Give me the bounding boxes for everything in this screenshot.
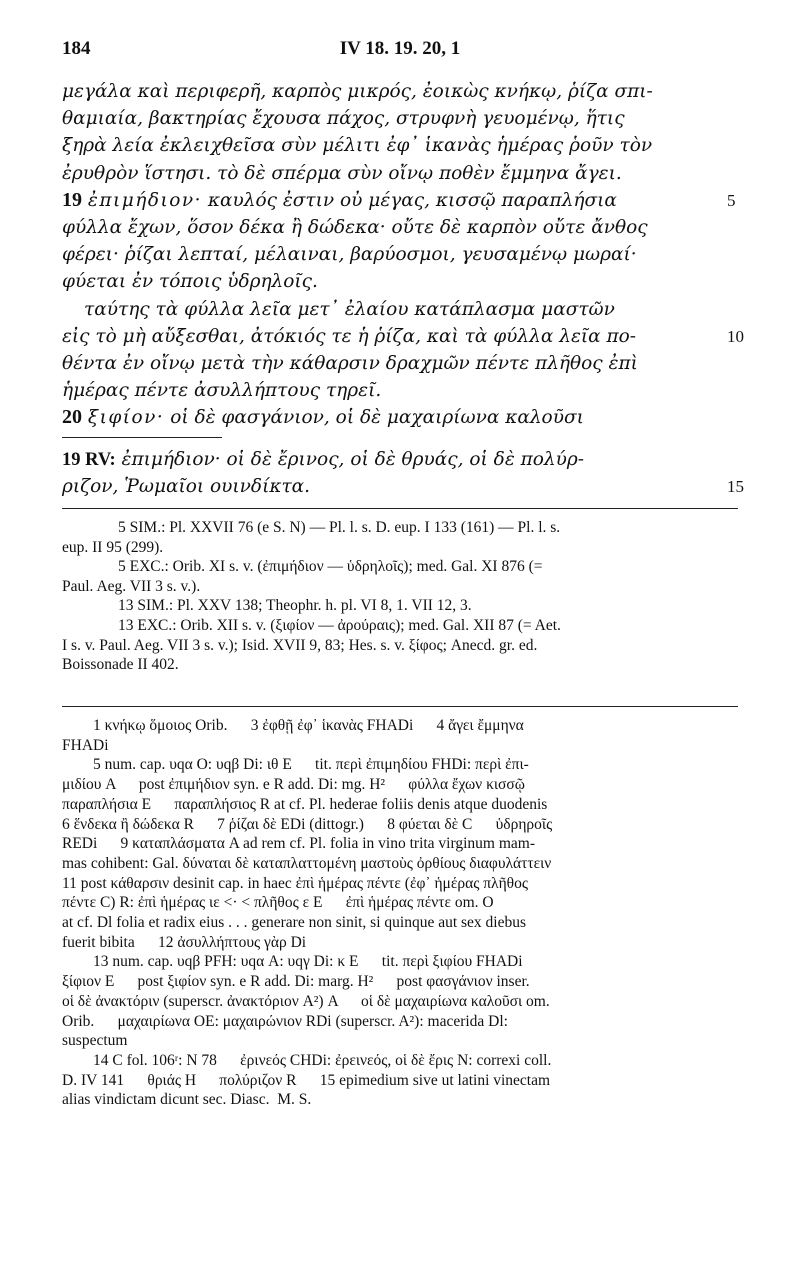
rv-line-2: ριζον, Ῥωμαῖοι ουινδίκτα. (62, 476, 311, 498)
rv-line-1: ἐπιμήδιον· οἱ δὲ ἔρινος, οἱ δὲ θρυάς, οἱ δὲ πολύρ- (115, 449, 585, 470)
section-number: 20 (62, 406, 82, 429)
line-text: καυλός ἐστιν οὐ μέγας, κισσῷ παραπλήσια (202, 189, 617, 211)
apparatus-line: 6 ἕνδεκα ἢ δώδεκα R 7 ῥίζαι δὲ EDi (dittogr.) 8 φύεται δὲ C ὑδρηροῖς (62, 815, 553, 833)
line-text: οἱ δὲ φασγάνιον, οἱ δὲ μαχαιρίωνα καλοῦσι (164, 407, 584, 429)
text-line (62, 187, 736, 214)
page-header (62, 38, 738, 60)
text-line (62, 78, 702, 105)
apparatus-line: 1 κνήκῳ ὅμοιος Orib. 3 ἐφθῇ ἐφ᾽ ἱκανὰς FHADi 4 ἄγει ἔμμηνα (62, 717, 524, 734)
line-number: 15 (727, 477, 744, 497)
text-line (62, 160, 702, 187)
apparatus-line: οἱ δὲ ἀνακτόριν (superscr. ἀνακτόριον A²) A οἱ δὲ μαχαιρίωνα καλοῦσι om. (62, 992, 550, 1010)
text-line (62, 132, 702, 159)
text-line (62, 268, 702, 295)
page-number: 184 (62, 38, 91, 59)
line-text: ἐρυθρὸν ἵστησι. τὸ δὲ σπέρμα σὺν οἴνῳ ποθὲν ἔμμηνα ἄγει. (62, 162, 622, 184)
testimonia-line: eup. II 95 (299). (62, 538, 164, 556)
section-number: 19 (62, 188, 82, 211)
lemma-heading: ἐπιμήδιον· (87, 189, 202, 211)
apparatus-line: 14 C fol. 106ʳ: N 78 ἐρινεός CHDi: ἐρεινεός, οἱ δὲ ἔρις N: correxi coll. (62, 1051, 552, 1069)
running-head: IV 18. 19. 20, 1 (339, 38, 461, 59)
line-number: 10 (727, 326, 744, 346)
rv-label: 19 RV: (62, 450, 116, 470)
line-text: ξηρὰ λεία ἐκλειχθεῖσα σὺν μέλιτι ἐφ᾽ ἱκανὰς ἡμέρας ῥοῦν τὸν (62, 135, 653, 157)
apparatus-line: μιδίου A post ἐπιμήδιον syn. e R add. Di: mg. H² φύλλα ἔχων κισσῷ (62, 776, 525, 794)
section-divider (62, 437, 222, 438)
testimonia-divider (62, 508, 738, 509)
apparatus-line: D. IV 141 θριάς H πολύριζον R 15 epimedium sive ut latini vinectam (62, 1071, 551, 1089)
text-line (62, 377, 702, 404)
text-line (62, 323, 744, 350)
line-text: θέντα ἐν οἴνῳ μετὰ τὴν κάθαρσιν δραχμῶν πέντε πλῆθος ἐπὶ (62, 352, 638, 374)
text-line (62, 105, 702, 132)
line-number: 5 (727, 190, 736, 210)
testimonia-line: I s. v. Paul. Aeg. VII 3 s. v.); Isid. XVII 9, 83; Hes. s. v. ξίφος; Anecd. gr. ed. (62, 636, 538, 654)
apparatus-line: ξίφιον E post ξιφίον syn. e R add. Di: marg. H² post φασγάνιον inser. (62, 973, 530, 991)
testimonia-line: Boissonade II 402. (62, 656, 179, 674)
line-text: θαμιαία, βακτηρίας ἔχουσα πάχος, στρυφνὴ γευομένῳ, ἥτις (62, 108, 625, 130)
apparatus-line: mas cohibent: Gal. δύναται δὲ καταπλαττομένη μαστοὺς ὀρθίους διαφυλάττειν (62, 854, 552, 872)
text-line (62, 241, 702, 268)
testimonia-line: 5 SIM.: Pl. XXVII 76 (e S. N) — Pl. l. s. D. eup. I 133 (161) — Pl. l. s. (118, 519, 561, 536)
testimonia-apparatus (62, 518, 738, 675)
text-line (62, 350, 702, 377)
line-text: φέρει· ῥίζαι λεπταί, μέλαιναι, βαρύοσμοι, γευσαμένῳ μωραί· (62, 244, 637, 266)
main-greek-text (62, 78, 744, 431)
text-line (62, 296, 702, 323)
line-text: εἰς τὸ μὴ αὔξεσθαι, ἀτόκιός τε ἡ ῥίζα, καὶ τὰ φύλλα λεῖα πο- (62, 325, 637, 347)
apparatus-line: Orib. μαχαιρίωνα OE: μαχαιρώνιον RDi (superscr. A²): macerida Dl: (62, 1012, 508, 1030)
apparatus-line: REDi 9 καταπλάσματα A ad rem cf. Pl. folia in vino trita virginum mam- (62, 835, 536, 853)
critical-apparatus (62, 716, 738, 1110)
apparatus-line: at cf. Dl folia et radix eius . . . generare non sinit, si quinque aut sex diebus (62, 914, 527, 932)
text-line (62, 214, 702, 241)
testimonia-line: 13 EXC.: Orib. XII s. v. (ξιφίον — ἀρούραις); med. Gal. XII 87 (= Aet. (118, 616, 561, 634)
apparatus-line: παραπλήσια E παραπλήσιος R at cf. Pl. hederae foliis denis atque duodenis (62, 795, 548, 813)
testimonia-line: Paul. Aeg. VII 3 s. v.). (62, 577, 201, 595)
line-text: μεγάλα καὶ περιφερῆ, καρπὸς μικρός, ἐοικὼς κνήκῳ, ῥίζα σπι- (62, 81, 653, 102)
apparatus-line: fuerit bibita 12 ἀσυλλήπτους γὰρ Di (62, 933, 307, 951)
testimonia-line: 5 EXC.: Orib. XI s. v. (ἐπιμήδιον — ὑδρηλοῖς); med. Gal. XI 876 (= (118, 558, 543, 576)
apparatus-divider (62, 706, 738, 707)
lemma-heading: ξιφίον· (87, 407, 165, 429)
apparatus-line: 13 num. cap. υqβ PFH: υqα A: υqγ Di: κ E tit. περὶ ξιφίου FHADi (62, 953, 523, 971)
line-text: ταύτης τὰ φύλλα λεῖα μετ᾽ ἐλαίου κατάπλασμα μαστῶν (84, 298, 615, 320)
apparatus-line: suspectum (62, 1032, 128, 1050)
apparatus-line: 5 num. cap. υqα O: υqβ Di: ιθ E tit. περὶ ἐπιμηδίου FHDi: περὶ ἐπι- (62, 756, 529, 774)
apparatus-line: 11 post κάθαρσιν desinit cap. in haec ἐπὶ ἡμέρας πέντε (ἐφ᾽ ἡμέρας πλῆθος (62, 874, 528, 892)
rv-section (62, 446, 744, 500)
line-text: φύλλα ἔχων, ὅσον δέκα ἢ δώδεκα· οὔτε δὲ καρπὸν οὔτε ἄνθος (62, 216, 648, 238)
apparatus-line: alias vindictam dicunt sec. Diasc. M. S. (62, 1091, 312, 1109)
text-line (62, 404, 702, 431)
line-text: ἡμέρας πέντε ἀσυλλήπτους τηρεῖ. (62, 380, 382, 402)
apparatus-line: πέντε C) R: ἐπὶ ἡμέρας ιε <· < πλῆθος ε E ἐπὶ ἡμέρας πέντε om. O (62, 894, 494, 912)
apparatus-line: FHADi (62, 736, 109, 754)
testimonia-line: 13 SIM.: Pl. XXV 138; Theophr. h. pl. VI 8, 1. VII 12, 3. (118, 597, 472, 615)
line-text: φύεται ἐν τόποις ὑδρηλοῖς. (62, 271, 318, 293)
